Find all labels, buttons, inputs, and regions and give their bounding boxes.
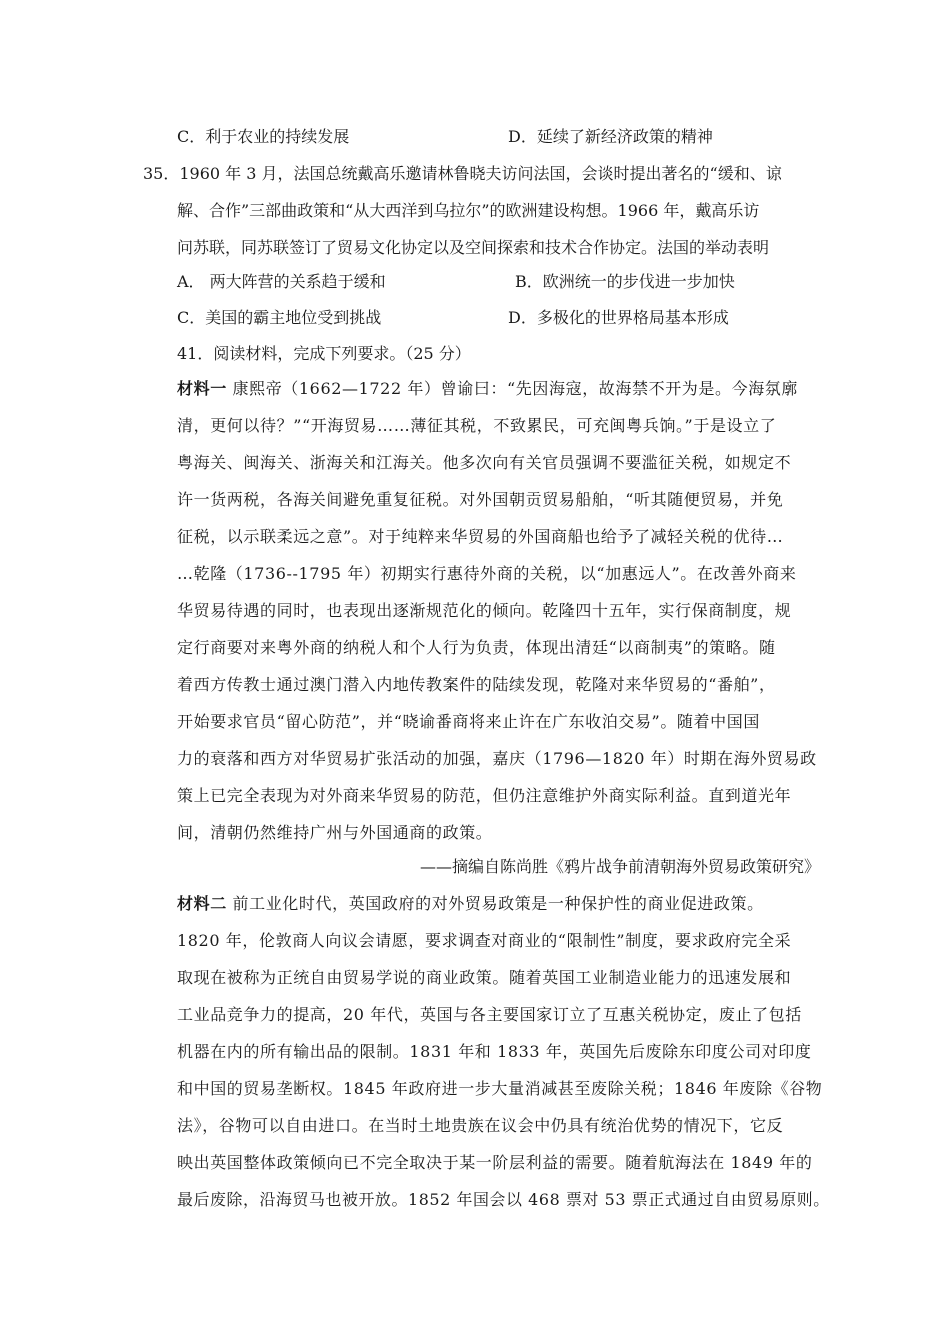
material2-first-line (177, 893, 764, 915)
material1-text-line: 开始要求官员“留心防范”，并“晓谕番商将来止许在广东收泊交易”。随着中国国 (177, 712, 760, 731)
material2-text-line: 取现在被称为正统自由贸易学说的商业政策。随着英国工业制造业能力的迅速发展和 (177, 968, 792, 987)
material2-label: 材料二 (177, 894, 227, 913)
material2-text-line: 法》，谷物可以自由进口。在当时土地贵族在议会中仍具有统治优势的情况下，它反 (177, 1116, 784, 1135)
material1-text-line: …乾隆（1736--1795 年）初期实行惠待外商的关税，以“加惠远人”。在改善外商来 (177, 564, 797, 583)
q35-option-d: D．多极化的世界格局基本形成 (508, 308, 729, 327)
material2-text-line: 和中国的贸易垄断权。1845 年政府进一步大量消减甚至废除关税；1846 年废除《谷物 (177, 1079, 823, 1098)
q35-stem-line: 解、合作”三部曲政策和“从大西洋到乌拉尔”的欧洲建设构想。1966 年，戴高乐访 (177, 201, 760, 220)
material2-text-line: 1820 年，伦敦商人向议会请愿，要求调查对商业的“限制性”制度，要求政府完全采 (177, 931, 792, 950)
material2-text-line: 前工业化时代，英国政府的对外贸易政策是一种保护性的商业促进政策。 (226, 894, 764, 913)
material1-text-line: 清，更何以待？”“开海贸易……薄征其税，不致累民，可充闽粤兵饷。”于是设立了 (177, 416, 777, 435)
material1-label: 材料一 (177, 379, 227, 398)
material1-text-line: 着西方传教士通过澳门潜入内地传教案件的陆续发现，乾隆对来华贸易的“番舶”， (177, 675, 776, 694)
material1-source: ——摘编自陈尚胜《鸦片战争前清朝海外贸易政策研究》 (419, 857, 820, 876)
material2-text-line: 工业品竞争力的提高，20 年代，英国与各主要国家订立了互惠关税协定，废止了包括 (177, 1005, 802, 1024)
material1-text-line: 策上已完全表现为对外商来华贸易的防范，但仍注意维护外商实际利益。直到道光年 (177, 786, 792, 805)
material1-text-line: 康熙帝（1662—1722 年）曾谕曰：“先因海寇，故海禁不开为是。今海氛廓 (226, 379, 799, 398)
material1-first-line (177, 378, 798, 400)
q34-option-c: C．利于农业的持续发展 (177, 127, 350, 146)
material2-text-line: 机器在内的所有输出品的限制。1831 年和 1833 年，英国先后废除东印度公司对印度 (177, 1042, 812, 1061)
material1-text-line: 力的衰落和西方对华贸易扩张活动的加强，嘉庆（1796—1820 年）时期在海外贸易政 (177, 749, 817, 768)
material1-text-line: 华贸易待遇的同时，也表现出逐渐规范化的倾向。乾隆四十五年，实行保商制度，规 (177, 601, 792, 620)
material1-text-line: 粤海关、闽海关、浙海关和江海关。他多次向有关官员强调不要滥征关税，如规定不 (177, 453, 792, 472)
q35-option-a: A． 两大阵营的关系趋于缓和 (177, 272, 386, 291)
q35-stem-line: 35．1960 年 3 月，法国总统戴高乐邀请林鲁晓夫访问法国，会谈时提出著名的“缓和、谅 (143, 164, 782, 183)
q35-stem-line: 问苏联，同苏联签订了贸易文化协定以及空间探索和技术合作协定。法国的举动表明 (177, 238, 770, 257)
q35-option-b: B．欧洲统一的步伐进一步加快 (515, 272, 735, 291)
material1-text-line: 间，清朝仍然维持广州与外国通商的政策。 (177, 823, 493, 842)
material2-text-line: 最后废除，沿海贸马也被开放。1852 年国会以 468 票对 53 票正式通过自由贸易原则。 (177, 1190, 830, 1209)
q41-heading: 41．阅读材料，完成下列要求。（25 分） (177, 344, 471, 363)
q34-option-d: D．延续了新经济政策的精神 (508, 127, 713, 146)
material1-text-line: 征税，以示联柔远之意”。对于纯粹来华贸易的外国商船也给予了减轻关税的优待… (177, 527, 784, 546)
material1-text-line: 定行商要对来粤外商的纳税人和个人行为负责，体现出清廷“以商制夷”的策略。随 (177, 638, 776, 657)
q35-option-c: C．美国的霸主地位受到挑战 (177, 308, 382, 327)
material1-text-line: 许一货两税，各海关间避免重复征税。对外国朝贡贸易船舶，“听其随便贸易，并免 (177, 490, 784, 509)
material2-text-line: 映出英国整体政策倾向已不完全取决于某一阶层利益的需要。随着航海法在 1849 年的 (177, 1153, 813, 1172)
